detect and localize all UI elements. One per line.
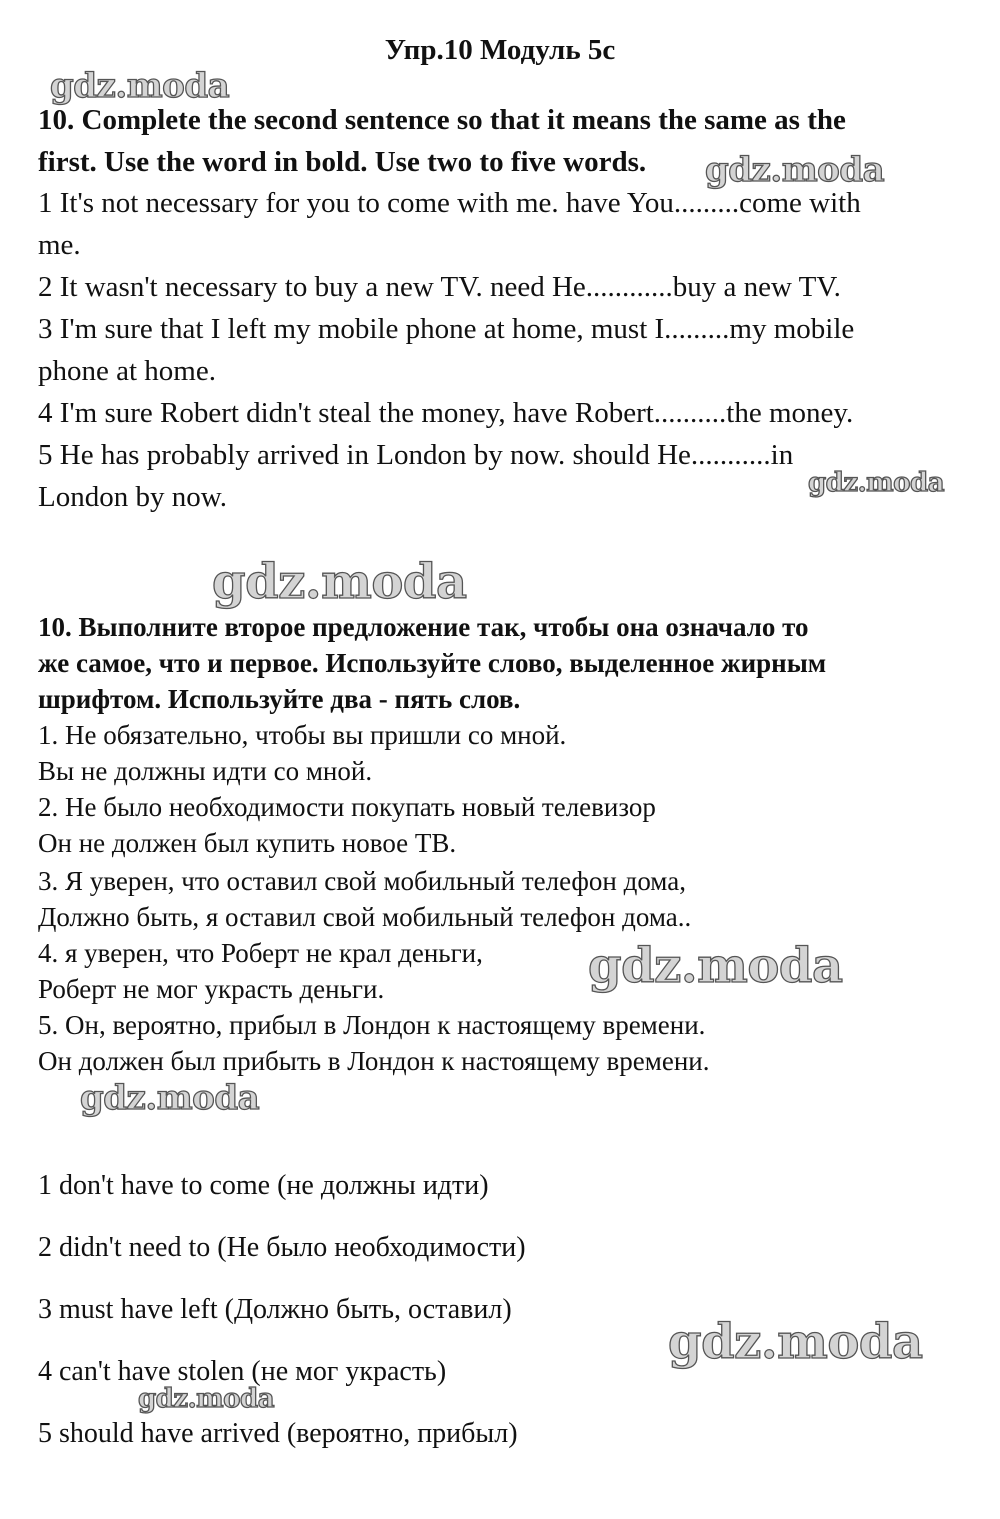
english-line: 1 It's not necessary for you to come with me. have You.........come with	[38, 187, 861, 219]
russian-line: Роберт не мог украсть деньги.	[38, 974, 385, 1004]
russian-heading-line: же самое, что и первое. Используйте слово, выделенное жирным	[38, 648, 827, 678]
russian-line: 3. Я уверен, что оставил свой мобильный телефон дома,	[38, 866, 686, 896]
english-line: phone at home.	[38, 355, 216, 387]
english-heading-line: 10. Complete the second sentence so that it means the same as the	[38, 104, 846, 136]
watermark: gdz.moda	[80, 1078, 260, 1118]
english-line: 3 I'm sure that I left my mobile phone at home, must I.........my mobile	[38, 313, 855, 345]
watermark: gdz.moda	[212, 554, 467, 610]
english-heading-line: first. Use the word in bold. Use two to five words.	[38, 146, 647, 178]
watermark: gdz.moda	[808, 468, 945, 498]
watermark: gdz.moda	[668, 1314, 923, 1370]
page-title: Упр.10 Модуль 5с	[384, 34, 616, 66]
russian-line: Он должен был прибыть в Лондон к настоящему времени.	[38, 1046, 710, 1076]
watermark: gdz.moda	[50, 66, 230, 106]
russian-line: 4. я уверен, что Роберт не крал деньги,	[38, 938, 483, 968]
answer-line: 4 can't have stolen (не мог украсть)	[38, 1356, 447, 1387]
english-line: London by now.	[38, 481, 228, 513]
russian-line: Должно быть, я оставил свой мобильный телефон дома..	[38, 902, 692, 932]
russian-line: 1. Не обязательно, чтобы вы пришли со мной.	[38, 720, 567, 750]
english-line: 2 It wasn't necessary to buy a new TV. need He............buy a new TV.	[38, 271, 841, 303]
answer-line: 5 should have arrived (вероятно, прибыл)	[38, 1418, 518, 1449]
answer-line: 1 don't have to come (не должны идти)	[38, 1170, 489, 1201]
russian-line: 2. Не было необходимости покупать новый телевизор	[38, 792, 656, 822]
russian-line: 5. Он, вероятно, прибыл в Лондон к настоящему времени.	[38, 1010, 706, 1040]
english-line: 4 I'm sure Robert didn't steal the money, have Robert..........the money.	[38, 397, 854, 429]
watermark: gdz.moda	[588, 938, 843, 994]
watermark: gdz.moda	[138, 1384, 275, 1414]
english-line: me.	[38, 229, 81, 261]
russian-heading-line: шрифтом. Используйте два - пять слов.	[38, 684, 521, 714]
russian-line: Вы не должны идти со мной.	[38, 756, 373, 786]
watermark: gdz.moda	[705, 150, 885, 190]
english-line: 5 He has probably arrived in London by now. should He...........in	[38, 439, 794, 471]
russian-heading-line: 10. Выполните второе предложение так, чтобы она означало то	[38, 612, 809, 642]
russian-line: Он не должен был купить новое ТВ.	[38, 828, 457, 858]
answer-line: 2 didn't need to (Не было необходимости)	[38, 1232, 526, 1263]
answer-line: 3 must have left (Должно быть, оставил)	[38, 1294, 512, 1325]
